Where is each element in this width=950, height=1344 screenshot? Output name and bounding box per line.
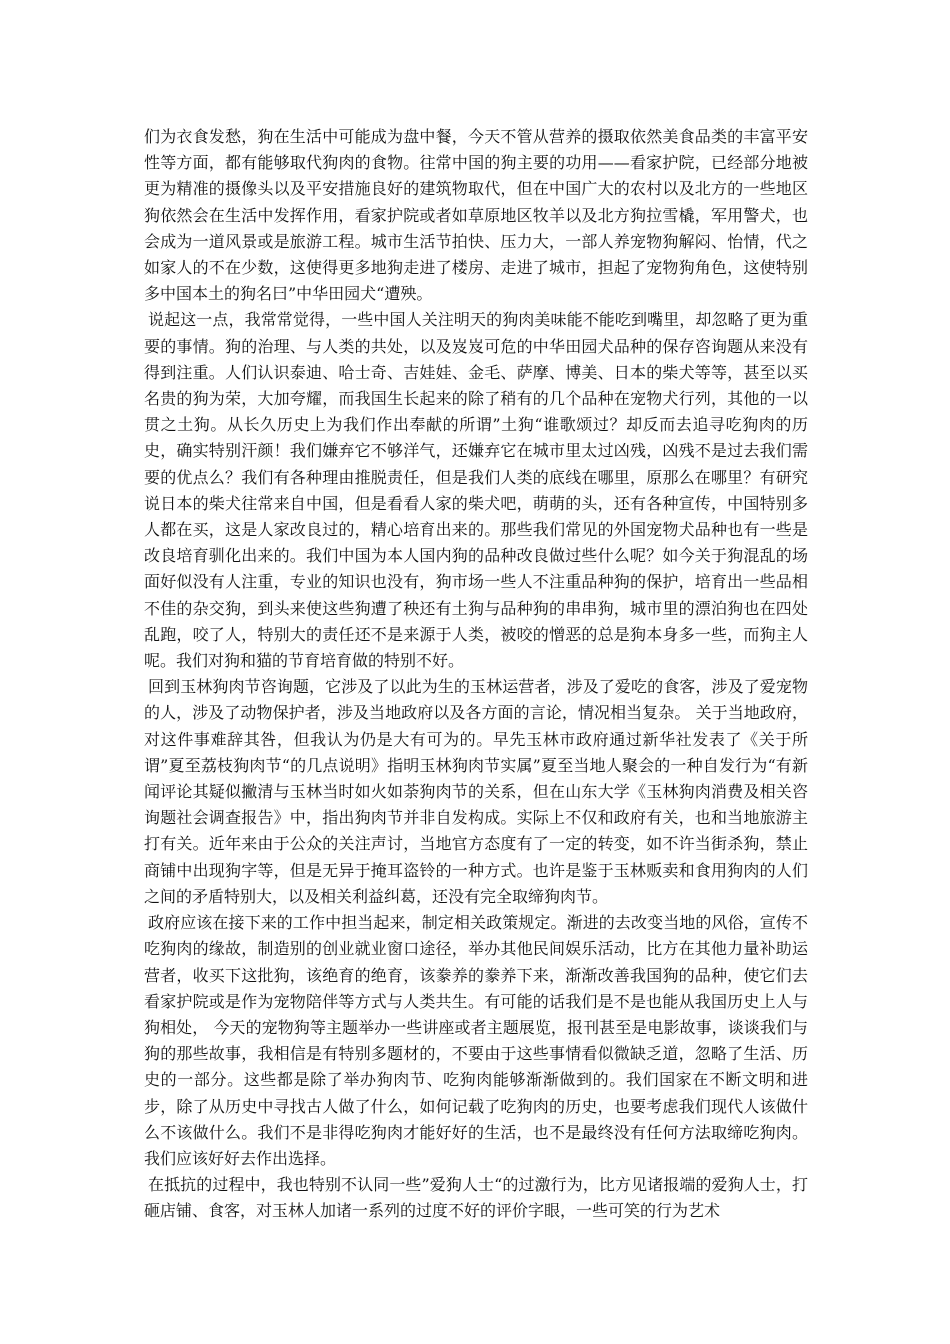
article-body xyxy=(144,124,808,1225)
paragraph-1: 们为衣食发愁，狗在生活中可能成为盘中餐，今天不管从营养的摄取依然美食品类的丰富平安性等方面，都有能够取代狗肉的食物。往常中国的狗主要的功用——看家护院，已经部分地被更为精准的摄像头以及平安措施良好的建筑物取代，但在中国广大的农村以及北方的一些地区狗依然会在生活中发挥作用，看家护院或者如草原地区牧羊以及北方狗拉雪橇，军用警犬，也会成为一道风景或是旅游工程。城市生活节拍快、压力大，一部人养宠物狗解闷、怡情，代之如家人的不在少数，这使得更多地狗走进了楼房、走进了城市，担起了宠物狗角色，这使特别多中国本土的狗名曰”中华田园犬“遭殃。 xyxy=(144,127,808,304)
paragraph-4: 政府应该在接下来的工作中担当起来，制定相关政策规定。渐进的去改变当地的风俗，宣传不吃狗肉的缘故，制造别的创业就业窗口途径，举办其他民间娱乐活动，比方在其他力量补助运营者，收买下这批狗，该绝育的绝育，该豢养的豢养下来，渐渐改善我国狗的品种，使它们去看家护院或是作为宠物陪伴等方式与人类共生。有可能的话我们是不是也能从我国历史上人与狗相处， 今天的宠物狗等主题举办一些讲座或者主题展览，报刊甚至是电影故事，谈谈我们与狗的那些故事，我相信是有特别多题材的，不要由于这些事情看似微缺乏道，忽略了生活、历史的一部分。这些都是除了举办狗肉节、吃狗肉能够渐渐做到的。我们国家在不断文明和进步，除了从历史中寻找古人做了什么，如何记载了吃狗肉的历史，也要考虑我们现代人该做什么不该做什么。我们不是非得吃狗肉才能好好的生活，也不是最终没有任何方法取缔吃狗肉。我们应该好好去作出选择。 xyxy=(144,913,808,1168)
paragraph-2: 说起这一点，我常常觉得，一些中国人关注明天的狗肉美味能不能吃到嘴里，却忽略了更为重要的事情。狗的治理、与人类的共处，以及岌岌可危的中华田园犬品种的保存咨询题从来没有得到注重。人们认识泰迪、哈士奇、吉娃娃、金毛、萨摩、博美、日本的柴犬等等，甚至以买名贵的狗为荣，大加夸耀，而我国生长起来的除了稍有的几个品种在宠物犬行列，其他的一以贯之土狗。从长久历史上为我们作出奉献的所谓”土狗“谁歌颂过？却反而去追寻吃狗肉的历史，确实特别汗颜！我们嫌弃它不够洋气，还嫌弃它在城市里太过凶残，凶残不是过去我们需要的优点么？我们有各种理由推脱责任，但是我们人类的底线在哪里，原那么在哪里？有研究说日本的柴犬往常来自中国，但是看看人家的柴犬吧，萌萌的头，还有各种宣传，中国特别多人都在买，这是人家改良过的，精心培育出来的。那些我们常见的外国宠物犬品种也有一些是改良培育驯化出来的。我们中国为本人国内狗的品种改良做过些什么呢？如今关于狗混乱的场面好似没有人注重，专业的知识也没有，狗市场一些人不注重品种狗的保护，培育出一些品相不佳的杂交狗，到头来使这些狗遭了秧还有土狗与品种狗的串串狗，城市里的漂泊狗也在四处乱跑，咬了人，特别大的责任还不是来源于人类，被咬的憎恶的总是狗本身多一些，而狗主人呢。我们对狗和猫的节育培育做的特别不好。 xyxy=(144,310,808,671)
paragraph-3: 回到玉林狗肉节咨询题，它涉及了以此为生的玉林运营者，涉及了爱吃的食客，涉及了爱宠物的人，涉及了动物保护者，涉及当地政府以及各方面的言论，情况相当复杂。 关于当地政府，对这件事难辞其咎，但我认为仍是大有可为的。早先玉林市政府通过新华社发表了《关于所谓”夏至荔枝狗肉节“的几点说明》指明玉林狗肉节实属”夏至当地人聚会的一种自发行为“有新闻评论其疑似撇清与玉林当时如火如荼狗肉节的关系，但在山东大学《玉林狗肉消费及相关咨询题社会调查报告》中，指出狗肉节并非自发构成。实际上不仅和政府有关，也和当地旅游主打有关。近年来由于公众的关注声讨，当地官方态度有了一定的转变，如不许当街杀狗，禁止商铺中出现狗字等，但是无异于掩耳盗铃的一种方式。也许是鉴于玉林贩卖和食用狗肉的人们之间的矛盾特别大，以及相关利益纠葛，还没有完全取缔狗肉节。 xyxy=(144,677,808,906)
paragraph-5: 在抵抗的过程中，我也特别不认同一些”爱狗人士“的过激行为，比方见诸报端的爱狗人士，打砸店铺、食客，对玉林人加诸一系列的过度不好的评价字眼，一些可笑的行为艺术 xyxy=(144,1175,808,1221)
